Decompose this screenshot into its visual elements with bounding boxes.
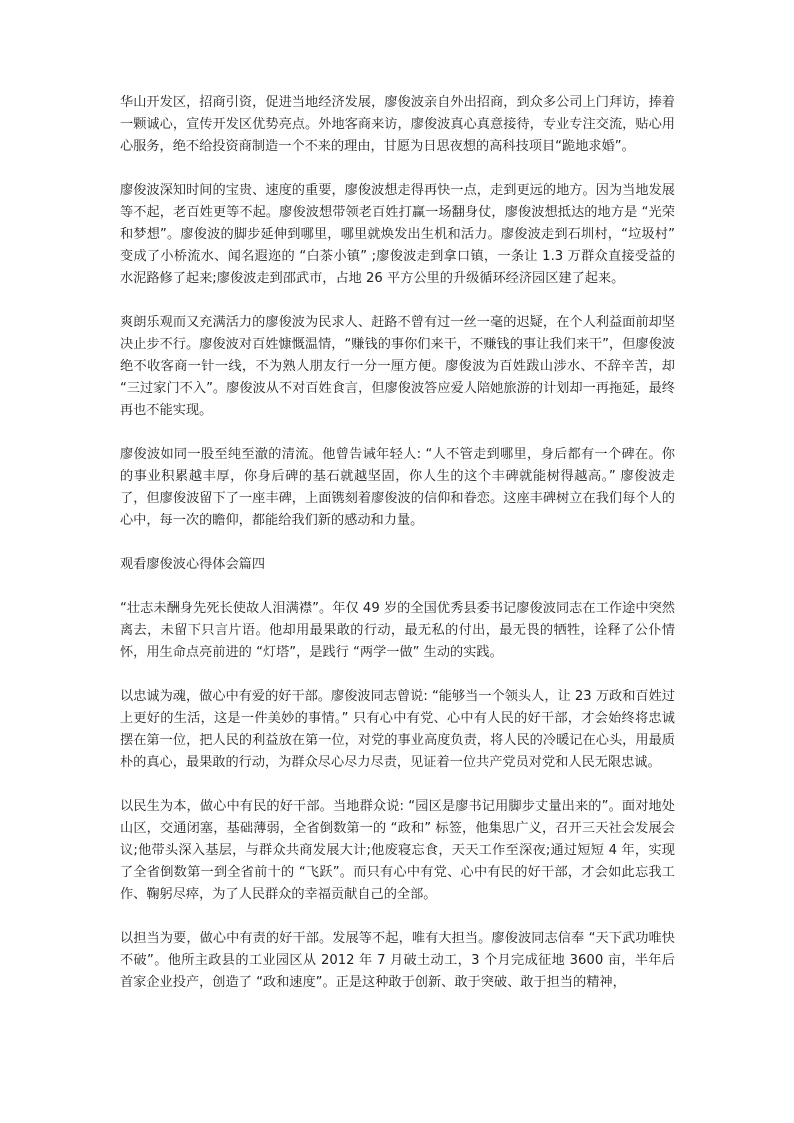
section-heading: 观看廖俊波心得体会篇四	[120, 557, 266, 572]
section-paragraph-1: “壮志未酬身先死长使故人泪满襟”。年仅 49 岁的全国优秀县委书记廖俊波同志在工作途中突然离去，未留下只言片语。他却用最果敢的行动，最无私的付出，最无畏的牺牲，诠释了公仆情怀，用生命点亮前进的 “灯塔”，是践行 “两学一做” 生动的实践。	[120, 601, 675, 660]
section-paragraph-2: 以忠诚为魂，做心中有爱的好干部。廖俊波同志曾说: “能够当一个领头人，让 23 万政和百姓过上更好的生活，这是一件美妙的事情。” 只有心中有党、心中有人民的好干部，才会始终将忠诚摆在第一位，把人民的利益放在第一位，对党的事业高度负责，将人民的冷暖记在心头，用最质朴的真心，最果敢的行动，为群众尽心尽力尽责，见证着一位共产党员对党和人民无限忠诚。	[120, 689, 675, 770]
paragraph-4: 廖俊波如同一股至纯至澈的清流。他曾告诫年轻人: “人不管走到哪里，身后都有一个碑在。你的事业积累越丰厚，你身后碑的基石就越坚固，你人生的这个丰碑就能树得越高。” 廖俊波走了，但廖俊波留下了一座丰碑，上面镌刻着廖俊波的信仰和眷恋。这座丰碑树立在我们每个人的心中，每一次的瞻仰，都能给我们新的感动和力量。	[120, 447, 675, 528]
paragraph-3: 爽朗乐观而又充满活力的廖俊波为民求人、赶路不曾有过一丝一毫的迟疑，在个人利益面前却坚决止步不行。廖俊波对百姓慷慨温情，“赚钱的事你们来干，不赚钱的事让我们来干”，但廖俊波绝不收客商一针一线，不为熟人朋友行一分一厘方便。廖俊波为百姓跋山涉水、不辞辛苦，却 “三过家门不入”。廖俊波从不对百姓食言，但廖俊波答应爱人陪她旅游的计划却一再拖延，最终再也不能实现。	[120, 315, 675, 418]
paragraph-2: 廖俊波深知时间的宝贵、速度的重要，廖俊波想走得再快一点，走到更远的地方。因为当地发展等不起，老百姓更等不起。廖俊波想带领老百姓打赢一场翻身仗，廖俊波想抵达的地方是 “光荣和梦想”。廖俊波的脚步延伸到哪里，哪里就焕发出生机和活力。廖俊波走到石圳村，“垃圾村” 变成了小桥流水、闻名遐迩的 “白茶小镇” ;廖俊波走到拿口镇，一条让 1.3 万群众直接受益的水泥路修了起来;廖俊波走到邵武市，占地 26 平方公里的升级循环经济园区建了起来。	[120, 183, 675, 286]
section-paragraph-3: 以民生为本，做心中有民的好干部。当地群众说: “园区是廖书记用脚步丈量出来的”。面对地处山区，交通闭塞，基础薄弱，全省倒数第一的 “政和” 标签，他集思广义，召开三天社会发展会议;他带头深入基层，与群众共商发展大计;他废寝忘食，天天工作至深夜;通过短短 4 年，实现了全省倒数第一到全省前十的 “飞跃”。而只有心中有党、心中有民的好干部，才会如此忘我工作、鞠躬尽瘁，为了人民群众的幸福贡献自己的全部。	[120, 799, 675, 902]
paragraph-1: 华山开发区，招商引资，促进当地经济发展，廖俊波亲自外出招商，到众多公司上门拜访，捧着一颗诚心，宣传开发区优势亮点。外地客商来访，廖俊波真心真意接待，专业专注交流，贴心用心服务，绝不给投资商制造一个不来的理由，甘愿为日思夜想的高科技项目“跪地求婚”。	[120, 95, 675, 154]
document-body	[120, 92, 675, 1016]
section-paragraph-4: 以担当为要，做心中有责的好干部。发展等不起，唯有大担当。廖俊波同志信奉 “天下武功唯快不破”。他所主政县的工业园区从 2012 年 7 月破土动工，3 个月完成征地 3600 亩，半年后首家企业投产，创造了 “政和速度”。正是这种敢于创新、敢于突破、敢于担当的精神，	[120, 931, 675, 990]
